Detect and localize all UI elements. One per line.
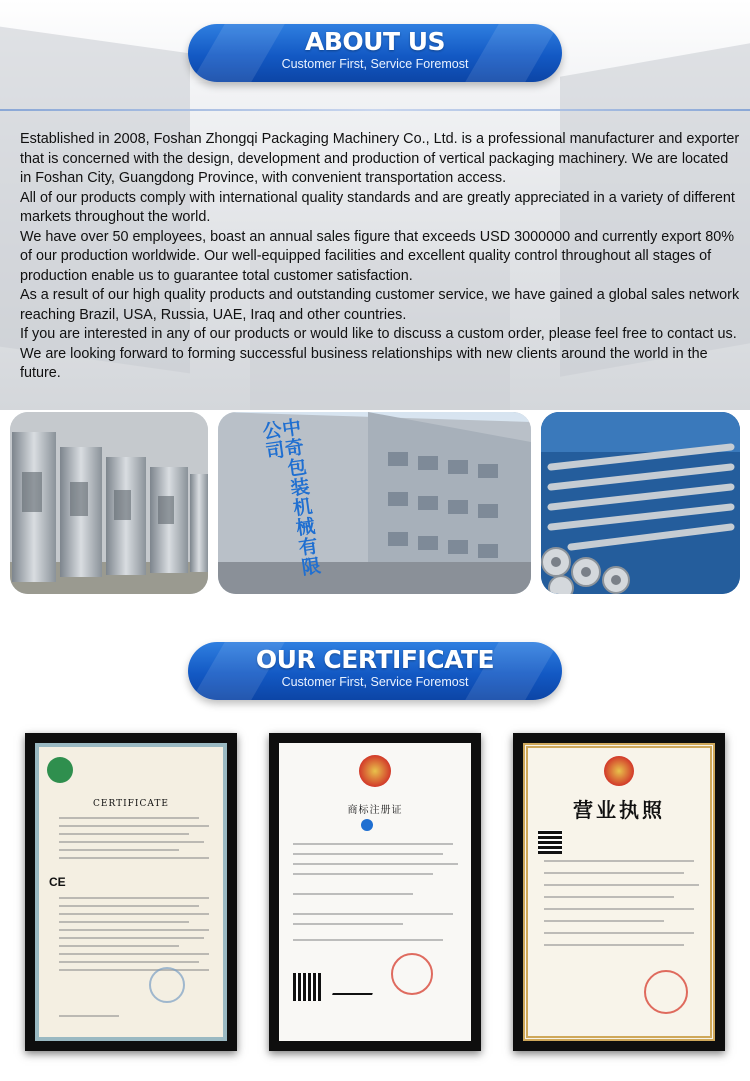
business-license: [523, 743, 715, 1041]
about-us-title: ABOUT US: [304, 27, 446, 56]
ce-mark-icon: CE: [49, 875, 66, 889]
section-divider: [0, 109, 750, 111]
certificate-title: OUR CERTIFICATE: [255, 645, 495, 674]
about-us-subtitle: Customer First, Service Foremost: [281, 57, 469, 71]
about-paragraph: Established in 2008, Foshan Zhongqi Packaging Machinery Co., Ltd. is a professional manufacturer and exporter that is concerned with the design, development and production of vertical packaging machinery. We are located in Foshan City, Guangdong Province, with convenient transportation access.: [20, 131, 740, 186]
official-seal-icon: [644, 970, 688, 1014]
about-paragraph: We have over 50 employees, boast an annual sales figure that exceeds USD 3000000 and currently export 80% of our production worldwide. Our well-equipped facilities and excellent quality control throughout all stages of production enable us to guarantee total customer satisfaction.: [20, 228, 735, 284]
business-license-title: 营业执照: [573, 798, 665, 822]
about-us-banner: [188, 24, 562, 82]
certificate-logo-icon: [47, 757, 73, 783]
ce-certificate-frame: [25, 733, 237, 1051]
qr-code-icon: [293, 973, 321, 1001]
trademark-certificate: [279, 743, 471, 1041]
official-seal-icon: [391, 953, 433, 995]
packaging-machines-photo: [10, 412, 208, 594]
business-license-frame: [513, 733, 725, 1051]
national-emblem-icon: [359, 755, 391, 787]
factory-building-photo: [218, 412, 531, 594]
ce-certificate-title: CERTIFICATE: [93, 799, 169, 809]
national-emblem-icon: [604, 756, 634, 786]
trademark-certificate-title: 商标注册证: [347, 805, 403, 816]
about-description: [20, 130, 742, 384]
certificate-banner: [188, 642, 562, 700]
about-paragraph: All of our products comply with international quality standards and are greatly appreciated in a variety of different markets throughout the world.: [20, 189, 735, 225]
about-section: [0, 0, 750, 410]
certificate-subtitle: Customer First, Service Foremost: [281, 675, 469, 689]
building-sign: 中奇包装机械有限公司: [258, 416, 322, 578]
about-paragraph: If you are interested in any of our products or would like to discuss a custom order, please feel free to contact us. We are looking forward to forming successful business relationships with new clients around the world in the future.: [20, 326, 737, 381]
metal-parts-photo: [541, 412, 740, 594]
qr-code-icon: [538, 830, 562, 854]
about-paragraph: As a result of our high quality products and outstanding customer service, we have gained a global sales network reaching Brazil, USA, Russia, UAE, Iraq and other countries.: [20, 287, 740, 323]
company-logo-icon: [361, 819, 373, 831]
certificate-stamp-icon: [149, 967, 185, 1003]
trademark-certificate-frame: [269, 733, 481, 1051]
ce-certificate: [35, 743, 227, 1041]
signature-icon: [332, 979, 378, 995]
